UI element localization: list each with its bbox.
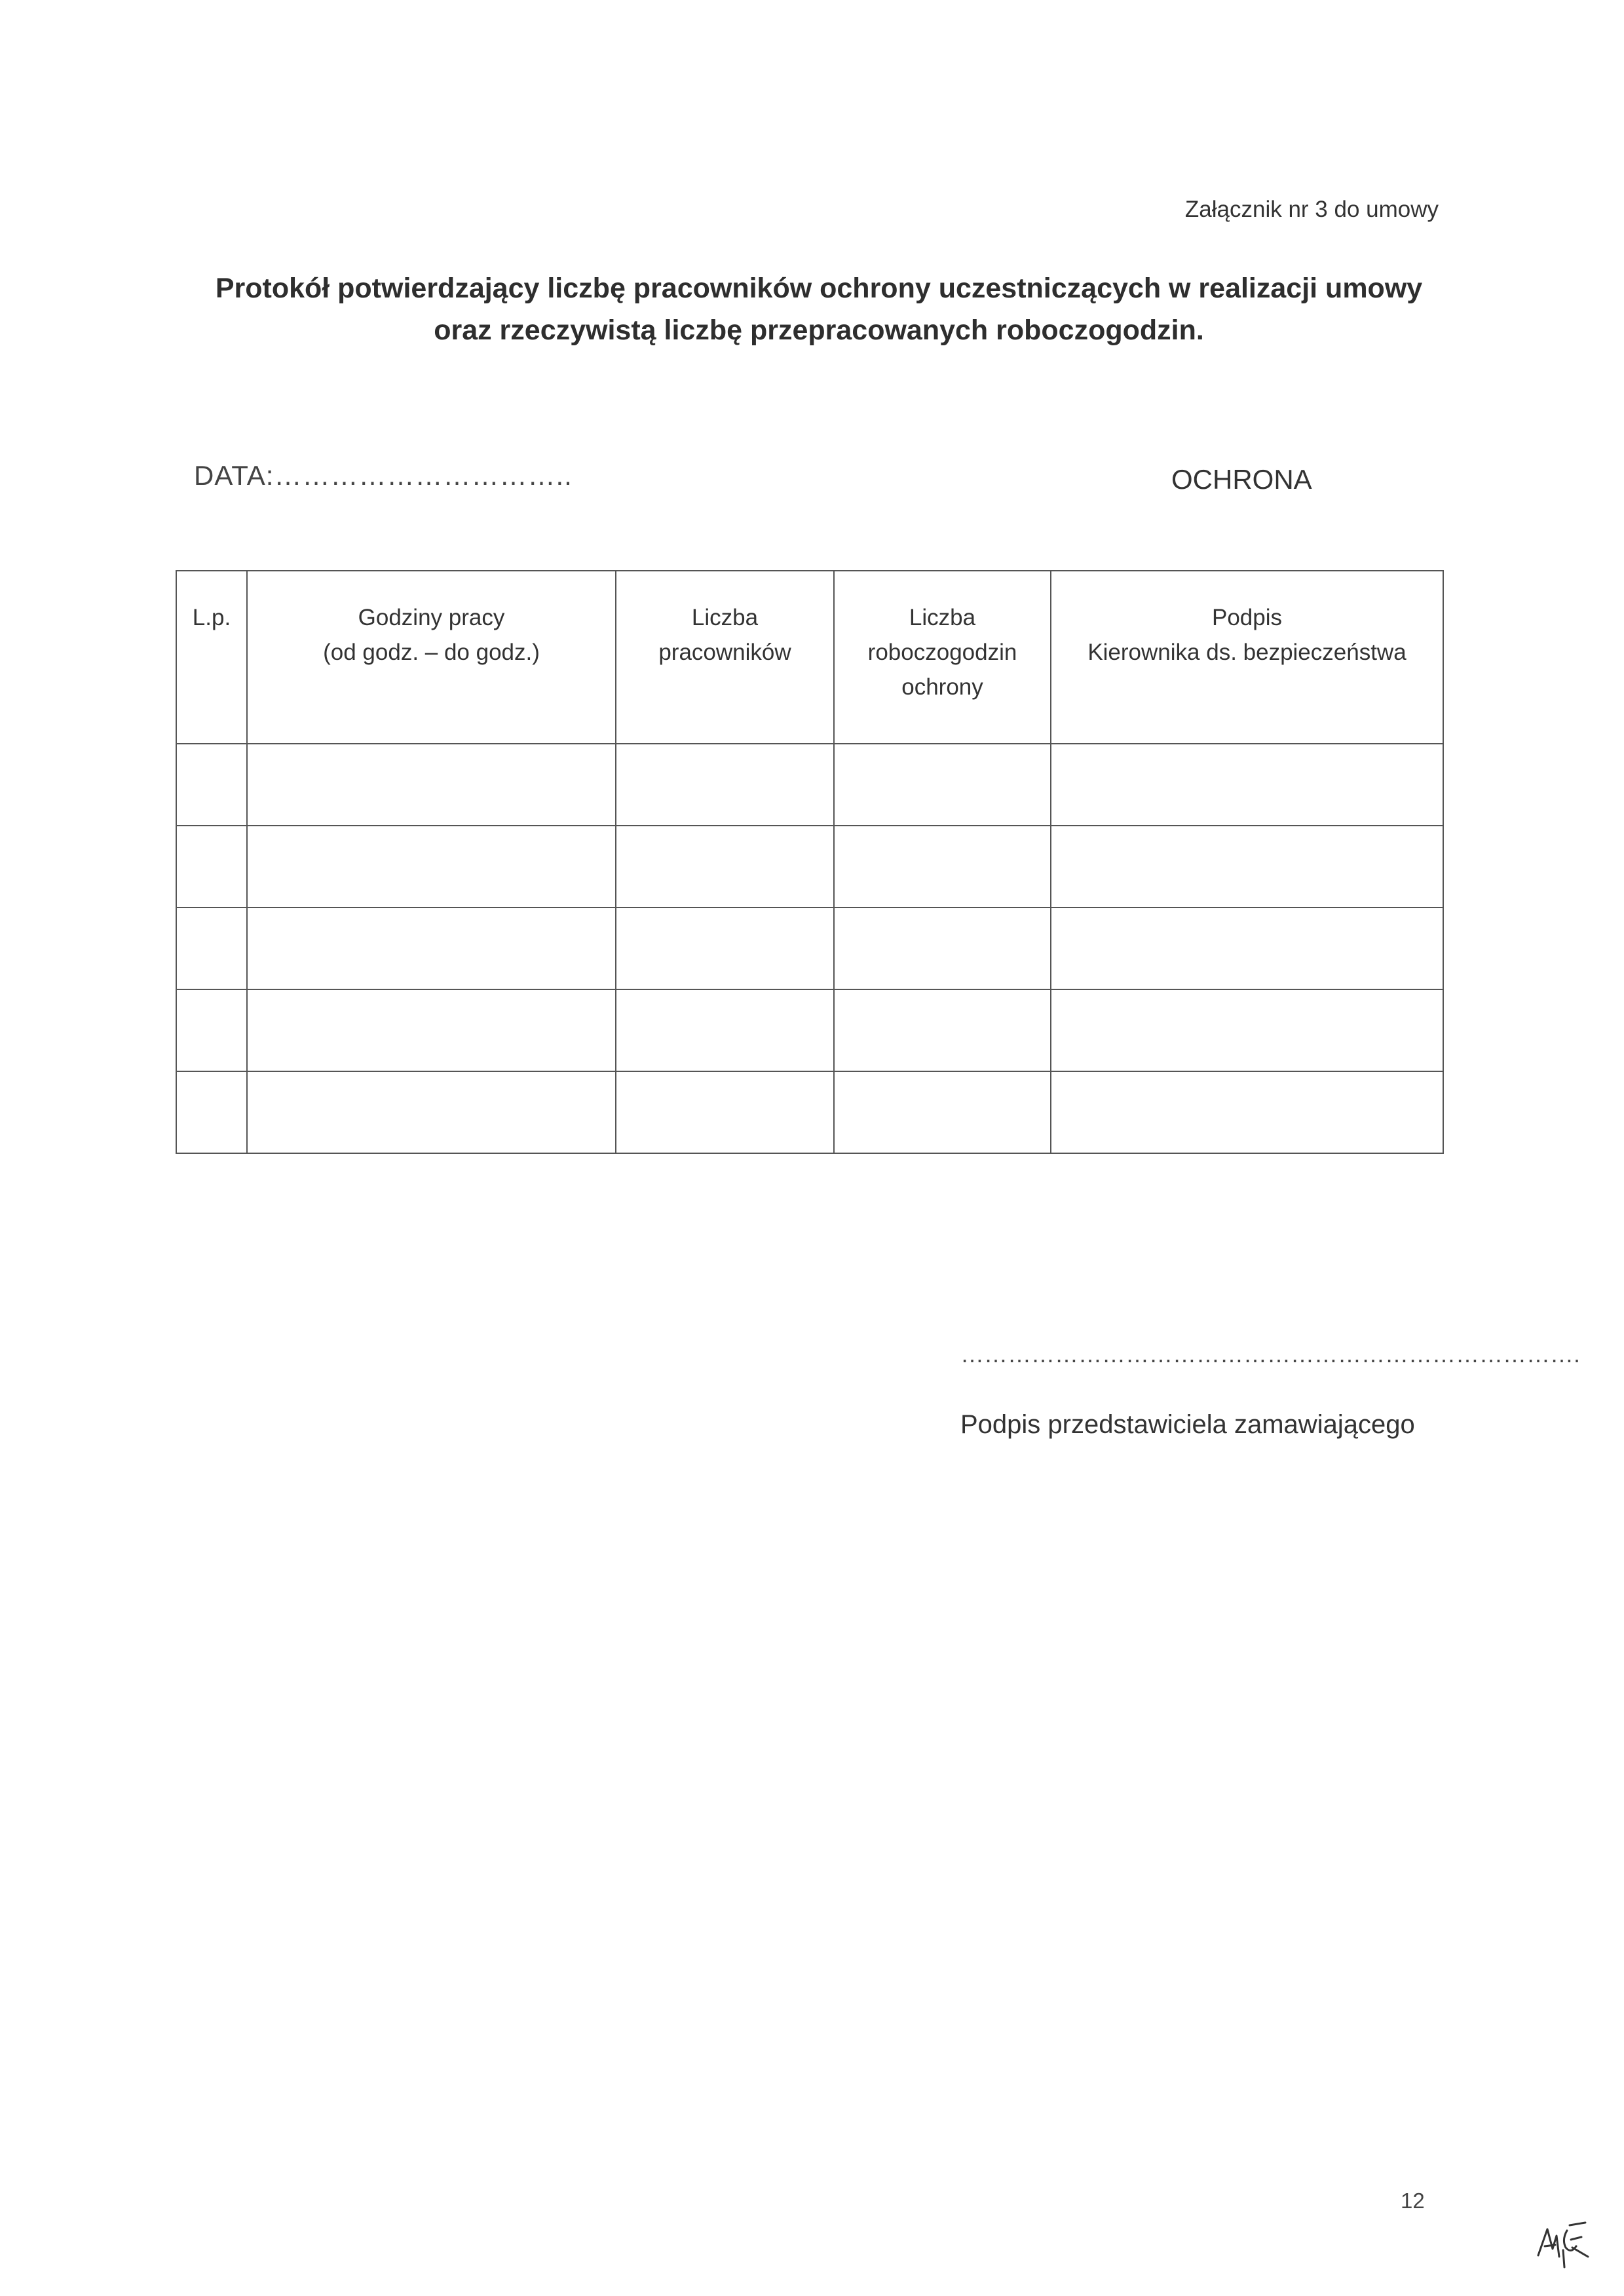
signature-label: Podpis przedstawiciela zamawiającego — [960, 1410, 1415, 1439]
table-cell — [616, 1071, 834, 1153]
protocol-table — [176, 570, 1444, 1154]
table-cell — [834, 1071, 1051, 1153]
header-lp-text: L.p. — [192, 605, 231, 630]
table-cell — [834, 826, 1051, 908]
table-cell — [1051, 744, 1443, 826]
table-cell — [247, 744, 616, 826]
header-man-hours-line-1: Liczba — [909, 605, 976, 630]
table-cell — [176, 1071, 247, 1153]
header-man-hours — [834, 571, 1051, 744]
table-cell — [176, 908, 247, 989]
table-cell — [834, 908, 1051, 989]
annex-label: Załącznik nr 3 do umowy — [1184, 197, 1439, 222]
table-cell — [834, 744, 1051, 826]
header-security-manager-signature — [1051, 571, 1443, 744]
header-sign-line-2: Kierownika ds. bezpieczeństwa — [1087, 640, 1407, 665]
table-row — [176, 826, 1443, 908]
table-row — [176, 989, 1443, 1071]
section-label: OCHRONA — [1171, 464, 1312, 495]
table-cell — [176, 744, 247, 826]
table-header-row — [176, 571, 1443, 744]
table-cell — [176, 989, 247, 1071]
header-lp — [176, 571, 247, 744]
handwritten-initials-icon — [1533, 2217, 1592, 2270]
table-cell — [616, 744, 834, 826]
table-cell — [834, 989, 1051, 1071]
signature-dotted-line: ……………………………………………………………………. — [960, 1341, 1581, 1368]
document-title — [164, 267, 1474, 351]
table-row — [176, 1071, 1443, 1153]
table-cell — [247, 908, 616, 989]
table-cell — [1051, 1071, 1443, 1153]
header-man-hours-line-3: ochrony — [901, 674, 983, 700]
header-workers-line-1: Liczba — [691, 605, 759, 630]
header-working-hours — [247, 571, 616, 744]
table-cell — [247, 826, 616, 908]
table-row — [176, 744, 1443, 826]
table-cell — [1051, 989, 1443, 1071]
table-cell — [176, 826, 247, 908]
header-man-hours-line-2: roboczogodzin — [867, 640, 1017, 665]
table-cell — [247, 1071, 616, 1153]
title-line-1: Protokół potwierdzający liczbę pracowników ochrony uczestniczących w realizacji umowy — [215, 273, 1423, 304]
header-workers-count — [616, 571, 834, 744]
header-hours-line-1: Godziny pracy — [358, 605, 505, 630]
header-hours-line-2: (od godz. – do godz.) — [323, 640, 540, 665]
table-cell — [247, 989, 616, 1071]
table-cell — [1051, 826, 1443, 908]
table-cell — [616, 908, 834, 989]
date-field: DATA:………………………….. — [194, 460, 573, 491]
page-number: 12 — [1401, 2189, 1425, 2213]
table-cell — [1051, 908, 1443, 989]
table-cell — [616, 989, 834, 1071]
table-cell — [616, 826, 834, 908]
title-line-2: oraz rzeczywistą liczbę przepracowanych roboczogodzin. — [434, 315, 1204, 346]
header-sign-line-1: Podpis — [1211, 605, 1283, 630]
table-row — [176, 908, 1443, 989]
header-workers-line-2: pracowników — [658, 640, 791, 665]
